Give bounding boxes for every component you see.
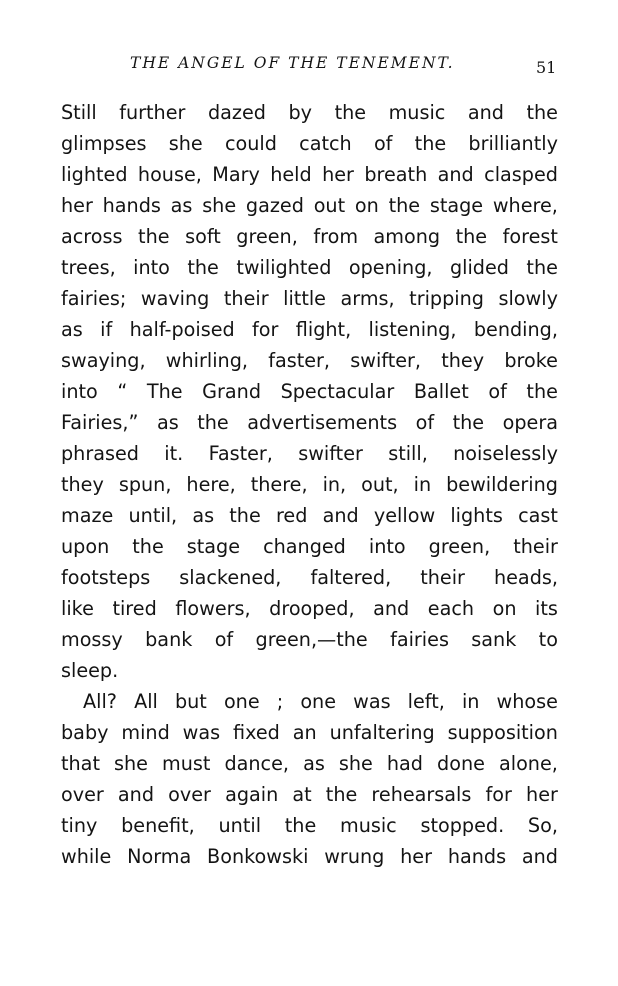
running-head: THE ANGEL OF THE TENEMENT. [130, 54, 455, 72]
text-line: Fairies,” as the advertisements of the opera [61, 411, 558, 434]
text-line: baby mind was fixed an unfaltering supposition [61, 721, 558, 744]
text-line: maze until, as the red and yellow lights cast [61, 504, 558, 527]
text-line: they spun, here, there, in, out, in bewildering [61, 473, 558, 496]
text-line: while Norma Bonkowski wrung her hands and [61, 845, 558, 868]
text-line: footsteps slackened, faltered, their heads, [61, 566, 558, 589]
text-line: glimpses she could catch of the brilliantly [61, 132, 558, 155]
text-line: as if half-poised for flight, listening, bending, [61, 318, 558, 341]
text-line: fairies; waving their little arms, tripping slowly [61, 287, 558, 310]
text-line: sleep. [61, 659, 119, 682]
text-line: trees, into the twilighted opening, glided the [61, 256, 558, 279]
text-line: upon the stage changed into green, their [61, 535, 558, 558]
text-line: over and over again at the rehearsals for her [61, 783, 558, 806]
body-text [61, 97, 558, 872]
text-line: All? All but one ; one was left, in whose [83, 690, 558, 713]
text-line: across the soft green, from among the forest [61, 225, 558, 248]
text-line: lighted house, Mary held her breath and clasped [61, 163, 558, 186]
text-line: tiny benefit, until the music stopped. So, [61, 814, 558, 837]
text-line: like tired flowers, drooped, and each on its [61, 597, 558, 620]
text-line: that she must dance, as she had done alone, [61, 752, 558, 775]
text-line: Still further dazed by the music and the [61, 101, 558, 124]
text-line: her hands as she gazed out on the stage where, [61, 194, 558, 217]
text-line: phrased it. Faster, swifter still, noiselessly [61, 442, 558, 465]
text-line: swaying, whirling, faster, swifter, they broke [61, 349, 558, 372]
text-line: mossy bank of green,—the fairies sank to [61, 628, 558, 651]
page-number: 51 [536, 58, 557, 77]
text-line: into “ The Grand Spectacular Ballet of the [61, 380, 558, 403]
